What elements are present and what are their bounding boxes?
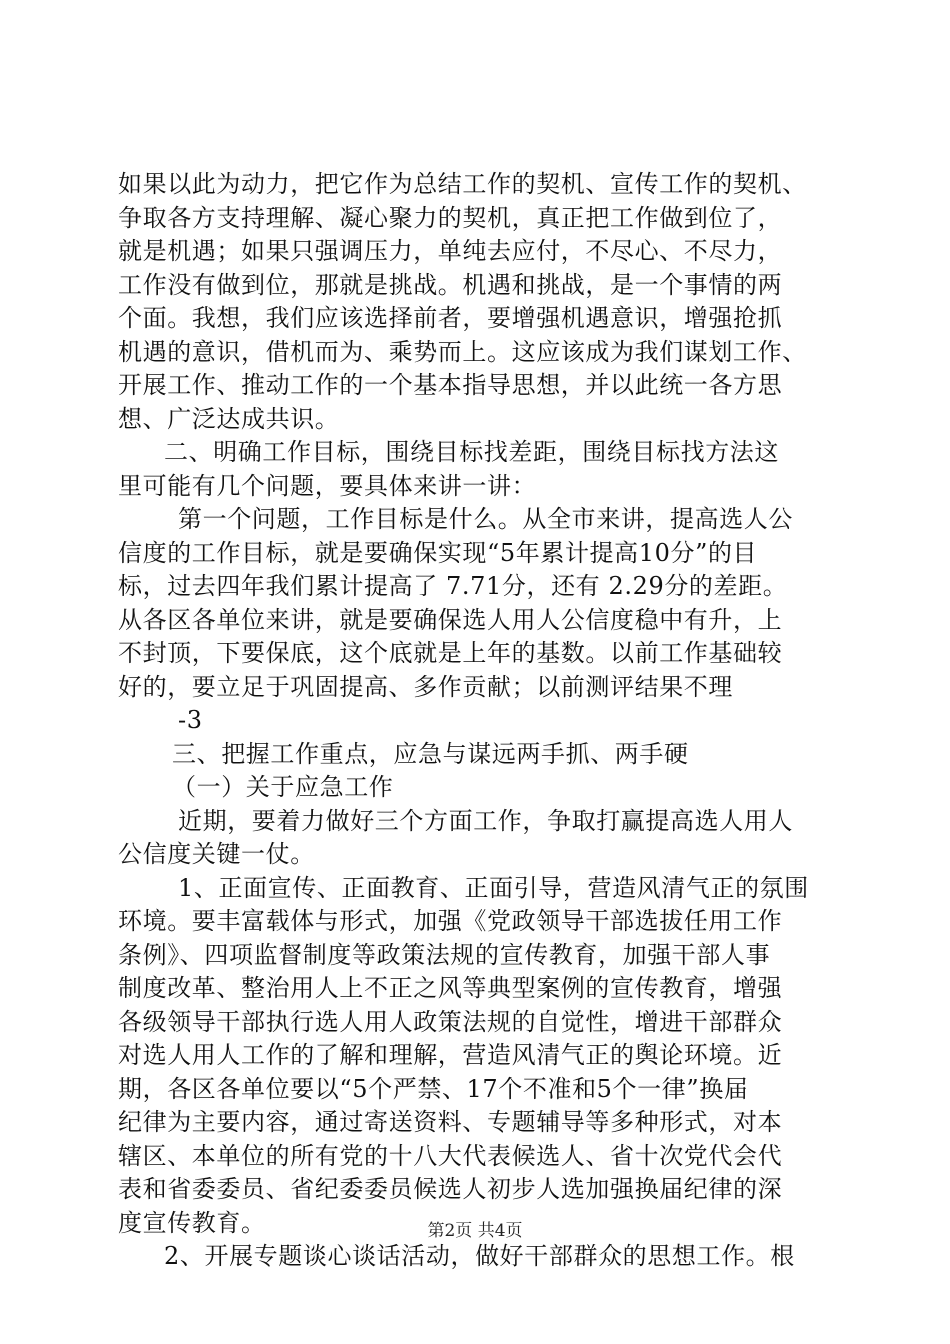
text-line: 1、正面宣传、正面教育、正面引导，营造风清气正的氛围 — [178, 873, 809, 902]
text-line: 各级领导干部执行选人用人政策法规的自觉性，增进干部群众 — [118, 1007, 783, 1036]
text-line: 2、开展专题谈心谈话活动，做好干部群众的思想工作。根 — [164, 1242, 795, 1270]
text-line: 近期，要着力做好三个方面工作，争取打赢提高选人用人 — [178, 806, 793, 835]
text-line: 制度改革、整治用人上不正之风等典型案例的宣传教育，增强 — [118, 974, 783, 1002]
text-line: 想、广泛达成共识。 — [118, 404, 340, 433]
text-line: 开展工作、推动工作的一个基本指导思想，并以此统一各方思 — [118, 371, 783, 399]
text-line: 二、明确工作目标，围绕目标找差距，围绕目标找方法这 — [164, 438, 779, 466]
text-line: 信度的工作目标，就是要确保实现“5年累计提高10分”的目 — [118, 538, 758, 567]
text-line: 度宣传教育。 — [118, 1208, 266, 1237]
text-line: 条例》、四项监督制度等政策法规的宣传教育，加强干部人事 — [118, 940, 771, 969]
text-line: 表和省委委员、省纪委委员候选人初步人选加强换届纪律的深 — [118, 1175, 783, 1203]
text-line: 好的，要立足于巩固提高、多作贡献；以前测评结果不理 — [118, 672, 733, 701]
text-line: 辖区、本单位的所有党的十八大代表候选人、省十次党代会代 — [118, 1141, 783, 1170]
text-line: 对选人用人工作的了解和理解，营造风清气正的舆论环境。近 — [118, 1041, 783, 1069]
text-line: 个面。我想，我们应该选择前者，要增强机遇意识，增强抢抓 — [118, 304, 783, 332]
text-line: 机遇的意识，借机而为、乘势而上。这应该成为我们谋划工作、 — [118, 337, 807, 366]
text-line: 公信度关键一仗。 — [118, 840, 315, 868]
text-line: -3 — [178, 706, 203, 734]
text-line: 不封顶，下要保底，这个底就是上年的基数。以前工作基础较 — [118, 639, 783, 667]
text-line: 标，过去四年我们累计提高了 7.71分，还有 2.29分的差距。 — [118, 572, 788, 600]
text-line: 纪律为主要内容，通过寄送资料、专题辅导等多种形式，对本 — [118, 1108, 783, 1136]
text-line: 工作没有做到位，那就是挑战。机遇和挑战，是一个事情的两 — [118, 270, 783, 299]
document-body — [118, 168, 838, 1274]
text-line: 期，各区各单位要以“5个严禁、17个不准和5个一律”换届 — [118, 1074, 749, 1103]
text-line: 如果以此为动力，把它作为总结工作的契机、宣传工作的契机、 — [118, 170, 807, 198]
text-line: 就是机遇；如果只强调压力，单纯去应付，不尽心、不尽力， — [118, 237, 783, 265]
text-line: 里可能有几个问题，要具体来讲一讲： — [118, 471, 537, 500]
text-line: 从各区各单位来讲，就是要确保选人用人公信度稳中有升，上 — [118, 605, 783, 634]
text-line: 环境。要丰富载体与形式，加强《党政领导干部选拔任用工作 — [118, 907, 783, 935]
page-footer: 第2页 共4页 — [427, 1221, 523, 1241]
text-line: 三、把握工作重点，应急与谋远两手抓、两手硬 — [172, 739, 689, 768]
text-line: （一）关于应急工作 — [172, 773, 394, 801]
text-line: 争取各方支持理解、凝心聚力的契机，真正把工作做到位了， — [118, 203, 783, 232]
text-line: 第一个问题，工作目标是什么。从全市来讲，提高选人公 — [178, 505, 793, 533]
